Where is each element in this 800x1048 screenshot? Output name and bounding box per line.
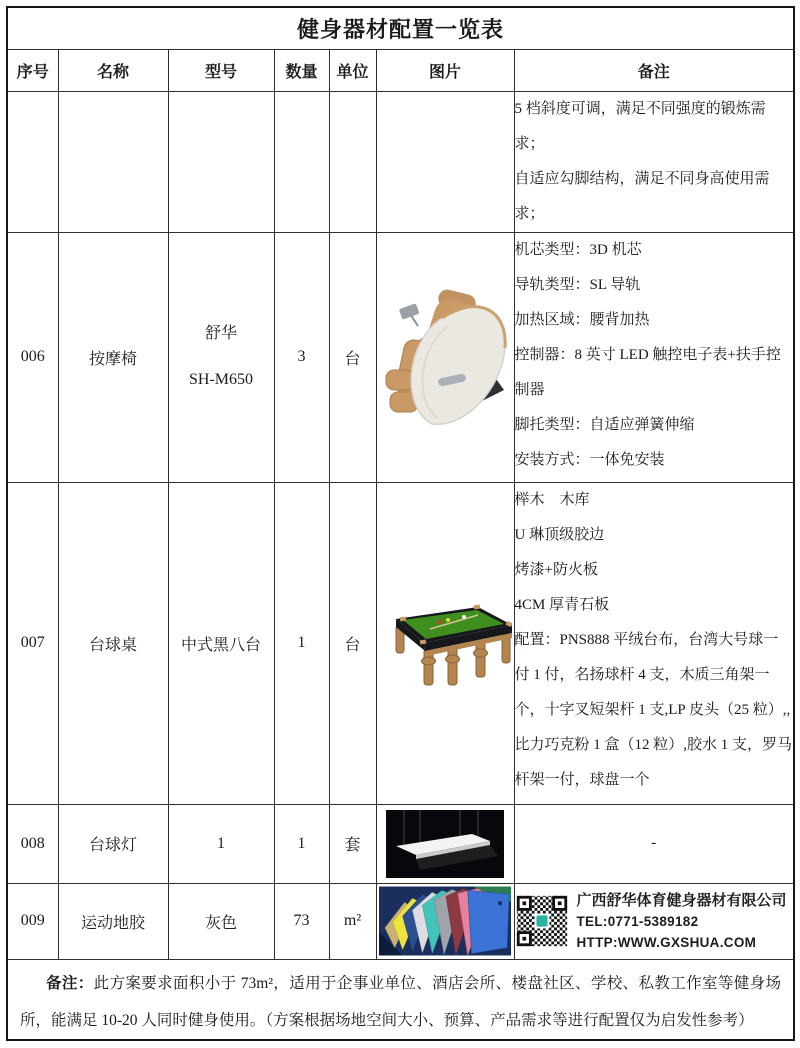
remark-line: 控制器：8 英寸 LED 触控电子表+扶手控制器 [514,346,781,398]
remark-line: 自适应勾脚结构，满足不同身高使用需求； [514,170,770,222]
cell-qty: 1 [274,482,329,804]
cell-image [376,804,514,883]
remark-line: 机芯类型：3D 机芯 [514,241,642,258]
remark-line: 榉木 木库 [514,491,590,508]
cell-image [376,232,514,482]
cell-remarks [514,91,794,232]
equipment-table [6,6,795,1041]
cell-qty: 1 [274,804,329,883]
col-header-no: 序号 [7,49,58,91]
col-header-remarks: 备注 [514,49,794,91]
cell-name: 按摩椅 [58,232,168,482]
col-header-qty: 数量 [274,49,329,91]
table-row [7,883,794,959]
cell-name: 运动地胶 [58,883,168,959]
remark-line: 脚托类型：自适应弹簧伸缩 [514,416,695,433]
remark-line: 导轨类型：SL 导轨 [514,276,641,293]
cell-no: 009 [7,883,58,959]
company-info [577,890,787,953]
billiard-light-photo [386,810,504,878]
company-tel: TEL:0771-5389182 [576,913,699,929]
remark-line: 配置：PNS888 平绒台布，台湾大号球一付 1 付，名扬球杆 4 支，木质三角架一个，十字叉短架杆 1 支,LP 皮头（25 粒）,,比力巧克粉 1 盒（12 粒）,胶水 1 支，罗马杆架一付，球盘一个 [514,631,793,788]
col-header-name: 名称 [58,49,168,91]
flooring-samples-photo [379,886,511,956]
table-row [7,91,794,232]
col-header-model: 型号 [168,49,274,91]
cell-qty [274,91,329,232]
company-web: HTTP:WWW.GXSHUA.COM [576,934,757,950]
col-header-unit: 单位 [329,49,376,91]
cell-model [168,232,274,482]
cell-image [376,883,514,959]
qr-code [515,894,569,948]
cell-remarks [514,232,794,482]
cell-unit: 台 [329,232,376,482]
cell-name: 台球灯 [58,804,168,883]
footer-note [7,959,794,1040]
remark-line: 加热区域：腰背加热 [514,311,650,328]
cell-no: 006 [7,232,58,482]
cell-no: 007 [7,482,58,804]
company-name: 广西舒华体育健身器材有限公司 [576,891,787,909]
pool-table-photo [378,591,512,695]
cell-qty: 73 [274,883,329,959]
remark-line: 烤漆+防火板 [514,561,598,578]
col-header-image: 图片 [376,49,514,91]
cell-no: 008 [7,804,58,883]
cell-qty: 3 [274,232,329,482]
cell-model: 1 [168,804,274,883]
remark-line: 5 档斜度可调，满足不同强度的锻炼需求； [514,100,766,152]
cell-model: 中式黑八台 [168,482,274,804]
table-row [7,232,794,482]
cell-unit: m² [329,883,376,959]
cell-model [168,91,274,232]
model-line: SH-M650 [188,371,253,388]
cell-remarks [514,883,794,959]
cell-image [376,482,514,804]
footer-row [7,959,794,1040]
remark-line: 安装方式：一体免安装 [514,451,665,468]
massage-chair-photo [378,284,512,430]
footer-label: 备注： [46,974,94,992]
cell-remarks: - [514,804,794,883]
remark-line: U 琳顶级胶边 [514,526,605,543]
cell-no [7,91,58,232]
cell-unit: 台 [329,482,376,804]
table-row [7,482,794,804]
cell-name: 台球桌 [58,482,168,804]
model-line: 舒华 [204,325,237,342]
cell-unit [329,91,376,232]
cell-remarks [514,482,794,804]
cell-model: 灰色 [168,883,274,959]
remark-line: 4CM 厚青石板 [514,596,610,613]
table-row [7,804,794,883]
cell-unit: 套 [329,804,376,883]
page-title: 健身器材配置一览表 [7,7,794,49]
cell-image [376,91,514,232]
cell-name [58,91,168,232]
footer-text: 此方案要求面积小于 73m²，适用于企事业单位、酒店会所、楼盘社区、学校、私教工作室等健身场所，能满足 10-20 人同时健身使用。（方案根据场地空间大小、预算、产品需求等进行配置仅为启发性参考） [20,974,781,1029]
